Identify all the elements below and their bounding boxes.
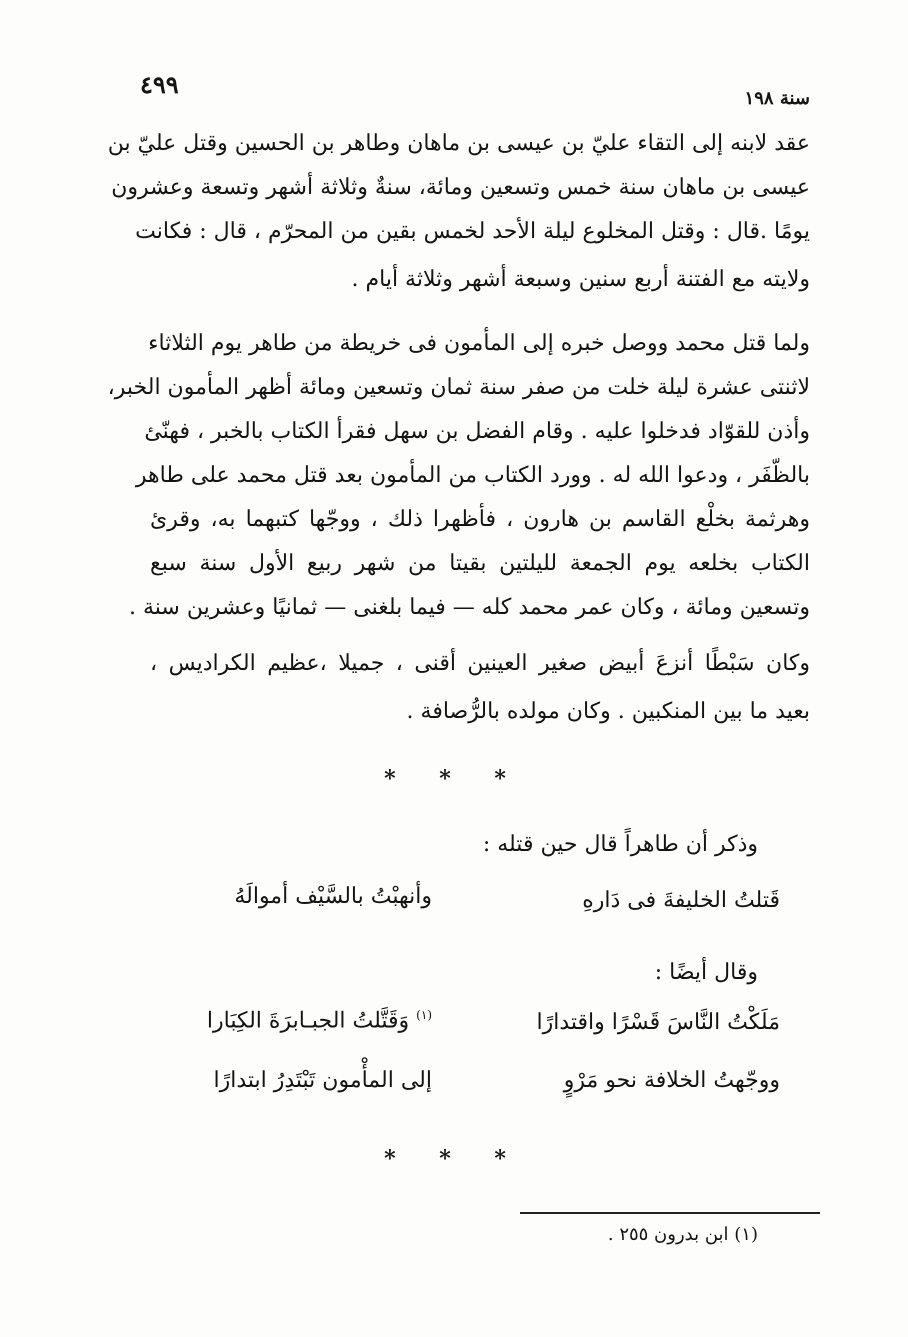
verse-3-first-hemistich: ووجّهتُ الخلافة نحو مَرْوٍ [563, 1068, 780, 1093]
paragraph-2-line-5: وهرثمة بخلْع القاسم بن هارون ، فأظهرا ذلك ، ووجّها كتبهما به، وقرئ [150, 507, 810, 532]
paragraph-1-line-1: عقد لابنه إلى التقاء عليّ بن عيسى بن ماهان وطاهر بن الحسين وقتل عليّ بن [107, 131, 810, 156]
paragraph-2-line-2: لاثنتى عشرة ليلة خلت من صفر سنة ثمان وتسعين ومائة أظهر المأمون الخبر، [107, 375, 810, 400]
paragraph-2-line-6: الكتاب بخلعه يوم الجمعة لليلتين بقيتا من شهر ربيع الأول سنة سبع [150, 551, 810, 576]
paragraph-2-line-4: بالظّفَر ، ودعوا الله له . وورد الكتاب من المأمون بعد قتل محمد على طاهر [135, 463, 810, 488]
paragraph-1-line-2: عيسى بن ماهان سنة خمس وتسعين ومائة، سنةٌ وثلاثة أشهر وتسعة وعشرون [111, 175, 810, 200]
footnote-reference: (١) [416, 1008, 432, 1022]
paragraph-3-line-2: بعيد ما بين المنكبين . وكان مولده بالرُّصافة . [406, 699, 810, 724]
running-head: سنة ١٩٨ [744, 88, 810, 109]
paragraph-2-line-3: وأذن للقوّاد فدخلوا عليه . وقام الفضل بن سهل فقرأ الكتاب بالخبر ، فهنّئ [144, 419, 810, 444]
verse-2-first-hemistich: مَلَكْتُ النَّاسَ قَسْرًا واقتدارًا [536, 1010, 780, 1035]
footnote: (١) ابن بدرون ٢٥٥ . [607, 1224, 758, 1245]
paragraph-2-line-1: ولما قتل محمد ووصل خبره إلى المأمون فى خريطة من طاهر يوم الثلاثاء [148, 331, 810, 356]
paragraph-1-line-4: ولايته مع الفتنة أربع سنين وسبعة أشهر وثلاثة أيام . [351, 267, 810, 292]
verse-1-first-hemistich: قَتلتُ الخليفةَ فى دَارهِ [582, 888, 780, 913]
poem-intro-1: وذكر أن طاهراً قال حين قتله : [482, 832, 758, 857]
page-number: ٤٩٩ [140, 70, 179, 99]
verse-3-second-hemistich: إلى المأْمون تَبْتَدِرُ ابتدارًا [213, 1068, 432, 1093]
verse-1-second-hemistich: وأنهبْتُ بالسَّيْف أموالَهُ [234, 884, 432, 909]
verse-2-second-hemistich: $^{(١)}$ وَقَتَّلتُ الجبـابرَةَ الكِبَارا [206, 1008, 432, 1034]
paragraph-1-line-3: يومًا .قال : وقتل المخلوع ليلة الأحد لخمس بقين من المحرّم ، قال : فكانت [135, 219, 810, 244]
paragraph-3-line-1: وكان سَبْطًا أنزعَ أبيض صغير العينين أقنى ، جميلا ،عظيم الكراديس ، [150, 651, 810, 676]
poem-intro-2: وقال أيضًا : [654, 960, 758, 985]
section-separator-2: * * * [384, 1146, 524, 1172]
paragraph-2-line-7: وتسعين ومائة ، وكان عمر محمد كله — فيما بلغنى — ثمانيًا وعشرين سنة . [129, 595, 810, 620]
section-separator: * * * [384, 766, 524, 792]
footnote-rule [520, 1212, 820, 1214]
